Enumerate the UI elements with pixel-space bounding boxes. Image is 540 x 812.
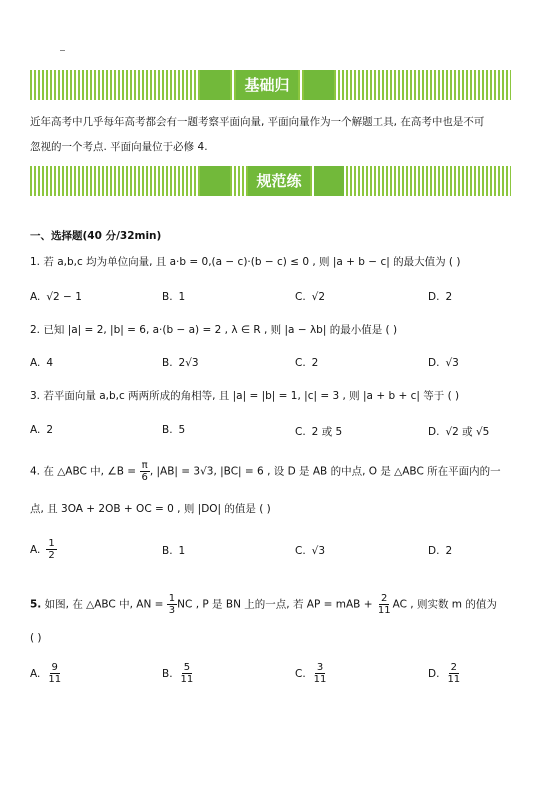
option-label: A. (30, 543, 41, 556)
option-text: √2 或 √5 (445, 426, 490, 438)
intro-line-1: 近年高考中几乎每年高考都会有一题考察平面向量, 平面向量作为一个解题工具, 在高考中也是不可 (30, 116, 485, 128)
question-5 (30, 593, 497, 616)
fraction-denominator: 11 (377, 605, 391, 616)
option-text: 1 (178, 291, 186, 303)
option-b[interactable] (162, 291, 185, 303)
question-stem-part: AC , 则实数 m 的值为 (392, 598, 497, 611)
question-4 (30, 460, 501, 483)
option-text: 2 (46, 424, 54, 436)
question-stem: 若 a,b,c 均为单位向量, 且 a·b = 0,(a − c)·(b − c) ≤ 0 , 则 |a + b − c| 的最大值为 ( ) (43, 256, 461, 268)
option-label: B. (162, 424, 173, 436)
banner-accent-block (314, 166, 344, 196)
fraction (179, 662, 196, 685)
question-number: 2. (30, 324, 41, 336)
section-banner-review (30, 70, 511, 100)
question-stem-part: NC , P 是 BN 上的一点, 若 AP = mAB + (177, 598, 376, 611)
question-number: 5. (30, 598, 42, 611)
question-number: 3. (30, 390, 41, 402)
option-label: C. (295, 357, 306, 369)
question-number: 1. (30, 256, 41, 268)
question-5-line-2 (30, 632, 42, 644)
option-label: D. (428, 667, 440, 680)
option-text: 1 (178, 545, 186, 557)
fraction (445, 662, 462, 685)
fraction-numerator: 1 (48, 538, 55, 549)
option-c[interactable] (295, 424, 342, 439)
option-text: √3 (311, 545, 326, 557)
fraction-denominator: 11 (48, 674, 62, 685)
question-stem: 若平面向量 a,b,c 两两所成的角相等, 且 |a| = |b| = 1, |c| = 3 , 则 |a + b + c| 等于 ( ) (43, 390, 460, 402)
fraction-denominator: 11 (180, 674, 194, 685)
fraction-denominator: 6 (141, 472, 148, 483)
page-mark (60, 50, 65, 51)
banner-accent-block (200, 166, 230, 196)
option-text: 4 (46, 357, 54, 369)
option-b[interactable] (162, 545, 185, 557)
banner-title: 基础归 (236, 70, 298, 100)
fraction-numerator: 2 (381, 593, 388, 604)
option-text: 2 (311, 357, 319, 369)
option-label: A. (30, 667, 41, 680)
option-d[interactable] (428, 424, 489, 439)
question-stem-part: 如图, 在 △ABC 中, AN = (44, 598, 167, 611)
fraction (312, 662, 329, 685)
fraction (167, 593, 177, 616)
option-label: B. (162, 545, 173, 557)
fraction-numerator: 5 (183, 662, 191, 673)
option-a[interactable] (30, 538, 57, 561)
option-label: D. (428, 291, 440, 303)
option-d[interactable] (428, 662, 462, 685)
option-a[interactable] (30, 662, 63, 685)
option-text: 2 (445, 545, 453, 557)
question-stem-part: ( ) (30, 632, 42, 644)
option-b[interactable] (162, 662, 195, 685)
option-text: 2√3 (178, 357, 199, 369)
option-d[interactable] (428, 357, 459, 369)
banner-accent-block (200, 70, 230, 100)
option-text: 5 (178, 424, 186, 436)
fraction-denominator: 11 (313, 674, 327, 685)
fraction-numerator: 9 (51, 662, 58, 673)
fraction (139, 460, 149, 483)
option-label: A. (30, 291, 41, 303)
option-label: C. (295, 291, 306, 303)
option-b[interactable] (162, 424, 185, 436)
question-4-line-2 (30, 501, 271, 516)
fraction (46, 662, 63, 685)
question-number: 4. (30, 465, 41, 478)
option-label: D. (428, 426, 440, 438)
option-label: C. (295, 545, 306, 557)
option-a[interactable] (30, 291, 82, 303)
section-banner-practice (30, 166, 511, 196)
option-d[interactable] (428, 291, 452, 303)
question-stem-part: 在 △ABC 中, ∠B = (43, 465, 140, 478)
question-stem: 已知 |a| = 2, |b| = 6, a·(b − a) = 2 , λ ∈ R , 则 |a − λb| 的最小值是 ( ) (43, 324, 398, 336)
option-c[interactable] (295, 662, 328, 685)
section-heading: 一、选择题(40 分/32min) (30, 230, 162, 242)
fraction-numerator: 1 (168, 593, 176, 604)
intro-line-2: 忽视的一个考点. 平面向量位于必修 4. (30, 141, 208, 153)
option-label: A. (30, 357, 41, 369)
option-b[interactable] (162, 357, 199, 369)
option-label: D. (428, 545, 440, 557)
option-text: √2 (311, 291, 326, 303)
question-2 (30, 322, 397, 337)
option-label: B. (162, 357, 173, 369)
option-label: C. (295, 426, 306, 438)
question-3 (30, 388, 459, 403)
fraction-denominator: 2 (48, 550, 55, 561)
option-c[interactable] (295, 291, 325, 303)
option-a[interactable] (30, 424, 53, 436)
option-c[interactable] (295, 357, 318, 369)
question-stem-part: , |AB| = 3√3, |BC| = 6 , 设 D 是 AB 的中点, O 是 △ABC 所在平面内的一 (149, 465, 501, 478)
fraction (376, 593, 393, 616)
option-a[interactable] (30, 357, 53, 369)
question-1 (30, 254, 460, 269)
option-text: 2 或 5 (311, 426, 343, 438)
option-text: √2 − 1 (46, 291, 82, 303)
fraction-denominator: 11 (447, 674, 461, 685)
option-label: B. (162, 291, 173, 303)
fraction-numerator: π (141, 460, 148, 471)
option-c[interactable] (295, 545, 325, 557)
fraction-numerator: 2 (450, 662, 457, 673)
banner-accent-block (304, 70, 334, 100)
banner-title: 规范练 (248, 166, 310, 196)
option-label: C. (295, 667, 306, 680)
option-label: B. (162, 667, 173, 680)
option-text: 2 (445, 291, 453, 303)
option-d[interactable] (428, 545, 452, 557)
fraction-denominator: 3 (168, 605, 176, 616)
fraction-numerator: 3 (316, 662, 324, 673)
fraction (46, 538, 56, 561)
option-label: A. (30, 424, 41, 436)
option-text: √3 (445, 357, 459, 369)
question-stem-part: 点, 且 3OA + 2OB + OC = 0 , 则 |DO| 的值是 ( ) (30, 503, 271, 515)
option-label: D. (428, 357, 440, 369)
